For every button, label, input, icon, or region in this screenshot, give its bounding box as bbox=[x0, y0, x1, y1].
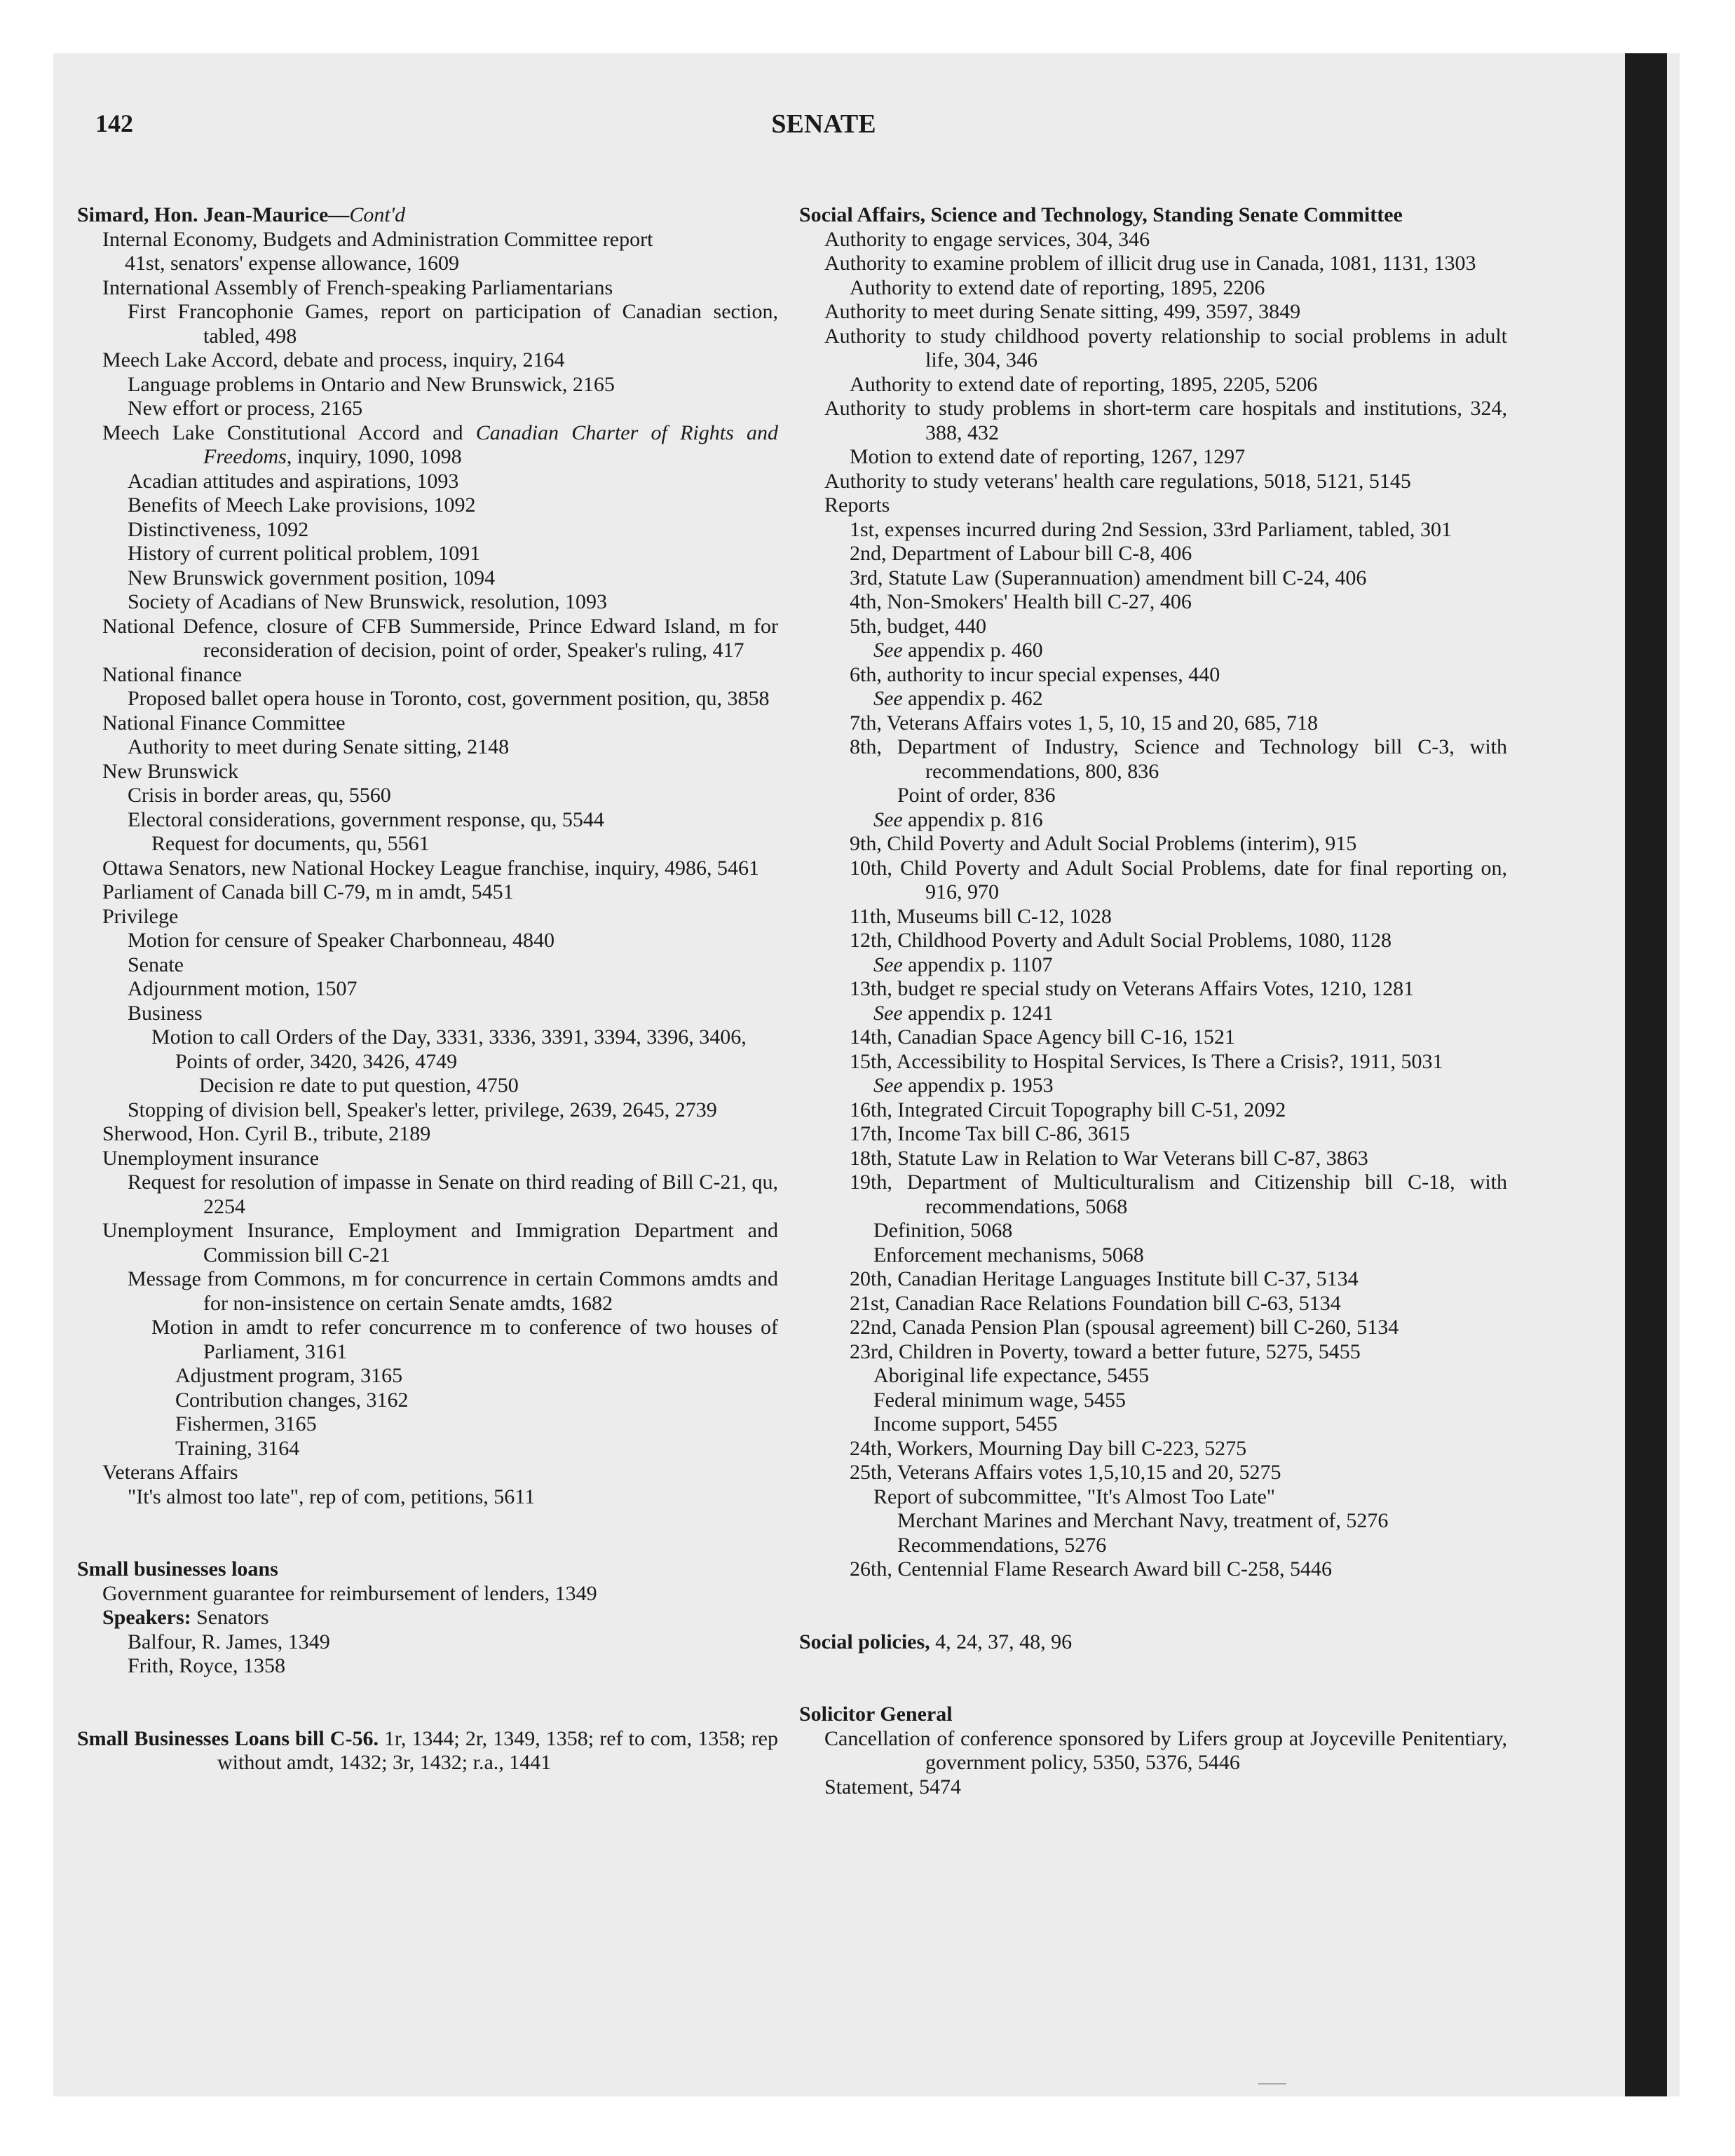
index-entry: Meech Lake Accord, debate and process, inquiry, 2164 bbox=[102, 348, 565, 371]
index-entry: First Francophonie Games, report on participation of Canadian section, tabled, 498 bbox=[128, 300, 778, 348]
index-entry: Language problems in Ontario and New Brunswick, 2165 bbox=[128, 372, 615, 396]
index-entry: Report of subcommittee, "It's Almost Too Late" bbox=[873, 1485, 1276, 1508]
index-entry: 9th, Child Poverty and Adult Social Problems (interim), 915 bbox=[850, 832, 1357, 855]
index-entry: 10th, Child Poverty and Adult Social Problems, date for final reporting on, 916, 970 bbox=[850, 856, 1507, 903]
entry-gap bbox=[799, 1654, 1507, 1703]
page-title: SENATE bbox=[771, 109, 876, 139]
index-entry: Recommendations, 5276 bbox=[897, 1533, 1107, 1557]
index-entry: 3rd, Statute Law (Superannuation) amendment bill C-24, 406 bbox=[850, 566, 1367, 589]
index-heading: Solicitor General bbox=[799, 1703, 953, 1726]
index-entry: Speakers: Senators bbox=[102, 1606, 269, 1629]
index-entry: Adjustment program, 3165 bbox=[175, 1364, 403, 1387]
index-entry: 22nd, Canada Pension Plan (spousal agreement) bill C-260, 5134 bbox=[850, 1316, 1399, 1339]
index-entry: Request for resolution of impasse in Senate on third reading of Bill C-21, qu, 2254 bbox=[128, 1171, 778, 1218]
index-entry: Points of order, 3420, 3426, 4749 bbox=[175, 1049, 458, 1073]
index-entry: Reports bbox=[824, 493, 890, 517]
index-entry: New Brunswick bbox=[102, 759, 239, 783]
index-entry: 2nd, Department of Labour bill C-8, 406 bbox=[850, 542, 1192, 565]
index-entry: 25th, Veterans Affairs votes 1,5,10,15 and 20, 5275 bbox=[850, 1461, 1281, 1484]
index-entry: National Finance Committee bbox=[102, 711, 346, 735]
index-entry: Crisis in border areas, qu, 5560 bbox=[128, 784, 391, 807]
index-entry: 4th, Non-Smokers' Health bill C-27, 406 bbox=[850, 590, 1192, 613]
index-entry: 1st, expenses incurred during 2nd Session, 33rd Parliament, tabled, 301 bbox=[850, 517, 1452, 541]
index-entry: Income support, 5455 bbox=[873, 1412, 1058, 1435]
index-heading: Simard, Hon. Jean-Maurice—Cont'd bbox=[77, 203, 406, 226]
index-entry: Business bbox=[128, 1001, 203, 1025]
index-entry: Training, 3164 bbox=[175, 1436, 300, 1460]
index-entry: Point of order, 836 bbox=[897, 784, 1056, 807]
index-entry: Privilege bbox=[102, 904, 179, 928]
index-entry: 8th, Department of Industry, Science and Technology bill C-3, with recommendations, 800, 836 bbox=[850, 735, 1507, 783]
index-entry: 14th, Canadian Space Agency bill C-16, 1521 bbox=[850, 1025, 1235, 1049]
index-entry: New effort or process, 2165 bbox=[128, 397, 363, 420]
index-entry: Government guarantee for reimbursement of lenders, 1349 bbox=[102, 1581, 597, 1605]
index-entry: Authority to study problems in short-term care hospitals and institutions, 324, 388, 432 bbox=[824, 397, 1507, 444]
index-entry: Request for documents, qu, 5561 bbox=[151, 832, 430, 855]
index-entry: International Assembly of French-speaking Parliamentarians bbox=[102, 275, 613, 299]
index-entry: See appendix p. 1953 bbox=[873, 1074, 1054, 1097]
index-column-right bbox=[799, 203, 1507, 1799]
index-entry: Federal minimum wage, 5455 bbox=[873, 1388, 1126, 1412]
index-entry: Unemployment insurance bbox=[102, 1146, 320, 1170]
index-entry: Parliament of Canada bill C-79, m in amdt, 5451 bbox=[102, 880, 514, 903]
index-entry: 41st, senators' expense allowance, 1609 bbox=[125, 252, 459, 275]
index-entry: Balfour, R. James, 1349 bbox=[128, 1630, 330, 1653]
index-entry: 12th, Childhood Poverty and Adult Social Problems, 1080, 1128 bbox=[850, 929, 1392, 952]
index-entry: Motion for censure of Speaker Charbonneau, 4840 bbox=[128, 929, 554, 952]
index-entry: Society of Acadians of New Brunswick, resolution, 1093 bbox=[128, 590, 608, 613]
index-entry: Benefits of Meech Lake provisions, 1092 bbox=[128, 493, 476, 517]
index-entry: 21st, Canadian Race Relations Foundation bill C-63, 5134 bbox=[850, 1291, 1341, 1315]
index-entry: "It's almost too late", rep of com, petitions, 5611 bbox=[128, 1485, 536, 1508]
index-entry: Senate bbox=[128, 953, 184, 976]
index-entry: Authority to meet during Senate sitting, 499, 3597, 3849 bbox=[824, 300, 1301, 323]
index-entry: Frith, Royce, 1358 bbox=[128, 1654, 285, 1677]
index-entry: Authority to study childhood poverty relationship to social problems in adult life, 304, 346 bbox=[824, 324, 1507, 371]
index-entry: Enforcement mechanisms, 5068 bbox=[873, 1243, 1144, 1267]
index-entry: Statement, 5474 bbox=[824, 1775, 961, 1799]
entry-gap bbox=[77, 1679, 778, 1727]
index-entry: 23rd, Children in Poverty, toward a better future, 5275, 5455 bbox=[850, 1339, 1361, 1363]
scan-edge-shadow bbox=[1625, 53, 1667, 2096]
index-entry: Ottawa Senators, new National Hockey League franchise, inquiry, 4986, 5461 bbox=[102, 856, 759, 880]
index-entry: Distinctiveness, 1092 bbox=[128, 517, 309, 541]
page-number: 142 bbox=[95, 109, 133, 137]
index-entry: See appendix p. 1241 bbox=[873, 1001, 1054, 1025]
index-entry: National finance bbox=[102, 662, 243, 686]
index-entry: Merchant Marines and Merchant Navy, treatment of, 5276 bbox=[897, 1509, 1389, 1532]
index-entry: Contribution changes, 3162 bbox=[175, 1388, 409, 1412]
index-entry: See appendix p. 462 bbox=[873, 687, 1043, 710]
index-entry: Unemployment Insurance, Employment and Immigration Department and Commission bill C-21 bbox=[102, 1219, 778, 1267]
index-entry: Authority to examine problem of illicit drug use in Canada, 1081, 1131, 1303 bbox=[824, 252, 1476, 275]
index-entry: 6th, authority to incur special expenses, 440 bbox=[850, 662, 1220, 686]
index-entry: Internal Economy, Budgets and Administration Committee report bbox=[102, 227, 653, 251]
stray-mark bbox=[1258, 2083, 1286, 2085]
index-entry: Motion in amdt to refer concurrence m to conference of two houses of Parliament, 3161 bbox=[151, 1316, 778, 1363]
index-entry: Adjournment motion, 1507 bbox=[128, 977, 358, 1000]
index-entry: Aboriginal life expectance, 5455 bbox=[873, 1364, 1150, 1387]
index-entry: 16th, Integrated Circuit Topography bill C-51, 2092 bbox=[850, 1098, 1286, 1121]
index-entry: 26th, Centennial Flame Research Award bill C-258, 5446 bbox=[850, 1557, 1332, 1581]
index-entry: 19th, Department of Multiculturalism and Citizenship bill C-18, with recommendations, 5068 bbox=[850, 1171, 1507, 1218]
index-entry: Electoral considerations, government response, qu, 5544 bbox=[128, 807, 604, 831]
index-entry: Authority to meet during Senate sitting, 2148 bbox=[128, 735, 510, 758]
index-entry: 18th, Statute Law in Relation to War Veterans bill C-87, 3863 bbox=[850, 1146, 1368, 1170]
index-entry: See appendix p. 460 bbox=[873, 639, 1043, 662]
index-entry: Acadian attitudes and aspirations, 1093 bbox=[128, 469, 459, 493]
index-entry: See appendix p. 1107 bbox=[873, 953, 1053, 976]
index-entry: Authority to study veterans' health care regulations, 5018, 5121, 5145 bbox=[824, 469, 1411, 493]
index-entry: Authority to extend date of reporting, 1895, 2206 bbox=[850, 275, 1265, 299]
index-heading: Small businesses loans bbox=[77, 1557, 278, 1581]
index-entry: History of current political problem, 1091 bbox=[128, 542, 481, 565]
index-entry: 24th, Workers, Mourning Day bill C-223, 5275 bbox=[850, 1436, 1247, 1460]
index-entry: Sherwood, Hon. Cyril B., tribute, 2189 bbox=[102, 1122, 431, 1145]
index-entry: Veterans Affairs bbox=[102, 1461, 238, 1484]
index-entry: 20th, Canadian Heritage Languages Institute bill C-37, 5134 bbox=[850, 1267, 1359, 1290]
index-entry: Social policies, 4, 24, 37, 48, 96 bbox=[799, 1630, 1073, 1653]
index-entry: Authority to extend date of reporting, 1895, 2205, 5206 bbox=[850, 372, 1318, 396]
entry-gap bbox=[799, 1582, 1507, 1630]
index-entry: Fishermen, 3165 bbox=[175, 1412, 317, 1435]
index-entry: Decision re date to put question, 4750 bbox=[199, 1074, 519, 1097]
index-entry: Meech Lake Constitutional Accord and Canadian Charter of Rights and Freedoms, inquiry, 1090, 1098 bbox=[102, 421, 778, 468]
index-entry: 11th, Museums bill C-12, 1028 bbox=[850, 904, 1112, 928]
index-entry: Motion to call Orders of the Day, 3331, 3336, 3391, 3394, 3396, 3406, bbox=[151, 1025, 747, 1049]
index-entry: Definition, 5068 bbox=[873, 1219, 1013, 1242]
index-heading: Social Affairs, Science and Technology, Standing Senate Committee bbox=[799, 203, 1403, 226]
index-entry: New Brunswick government position, 1094 bbox=[128, 566, 496, 589]
index-column-left bbox=[77, 203, 778, 1775]
index-entry: Authority to engage services, 304, 346 bbox=[824, 227, 1150, 251]
index-entry: See appendix p. 816 bbox=[873, 807, 1043, 831]
index-entry: Stopping of division bell, Speaker's letter, privilege, 2639, 2645, 2739 bbox=[128, 1098, 717, 1121]
entry-gap bbox=[77, 1509, 778, 1557]
index-entry: Motion to extend date of reporting, 1267, 1297 bbox=[850, 445, 1246, 468]
index-entry: Small Businesses Loans bill C-56. 1r, 1344; 2r, 1349, 1358; ref to com, 1358; rep without amdt, 1432; 3r, 1432; r.a., 1441 bbox=[77, 1726, 778, 1774]
index-entry: 7th, Veterans Affairs votes 1, 5, 10, 15 and 20, 685, 718 bbox=[850, 711, 1318, 735]
index-entry: Proposed ballet opera house in Toronto, cost, government position, qu, 3858 bbox=[128, 687, 770, 710]
index-entry: 13th, budget re special study on Veterans Affairs Votes, 1210, 1281 bbox=[850, 977, 1415, 1000]
index-entry: Cancellation of conference sponsored by Lifers group at Joyceville Penitentiary, government policy, 5350, 5376, 5446 bbox=[824, 1726, 1507, 1774]
index-entry: 17th, Income Tax bill C-86, 3615 bbox=[850, 1122, 1130, 1145]
index-entry: Message from Commons, m for concurrence in certain Commons amdts and for non-insistence on certain Senate amdts, 1682 bbox=[128, 1267, 778, 1315]
index-entry: 15th, Accessibility to Hospital Services, Is There a Crisis?, 1911, 5031 bbox=[850, 1049, 1443, 1073]
index-entry: 5th, budget, 440 bbox=[850, 614, 986, 638]
index-entry: National Defence, closure of CFB Summerside, Prince Edward Island, m for reconsideration of decision, point of order, Speaker's ruling, 417 bbox=[102, 614, 778, 662]
